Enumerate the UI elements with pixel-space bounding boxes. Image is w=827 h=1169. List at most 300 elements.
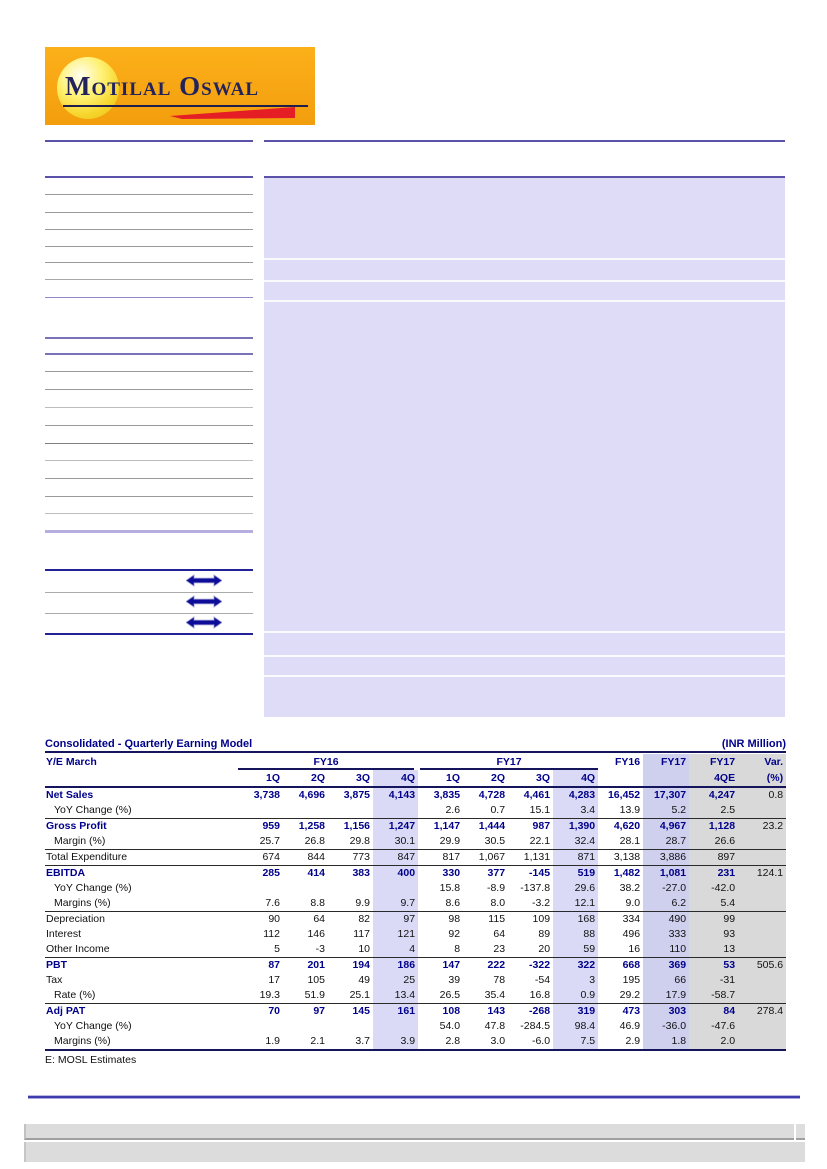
cell: 186	[373, 958, 418, 974]
cell: 847	[373, 850, 418, 866]
earnings-table-body	[45, 787, 786, 1050]
cell: 108	[442, 1005, 461, 1017]
cell: 147	[442, 959, 461, 971]
cell: 817	[418, 850, 463, 866]
cell: 117	[353, 928, 370, 940]
cell: 54.0	[439, 1020, 461, 1032]
cell: -268	[529, 1005, 551, 1017]
cell: 7.6	[238, 896, 283, 912]
redacted-rule	[45, 212, 253, 213]
cell: 1,444	[478, 820, 506, 832]
cell: 1,258	[298, 820, 325, 832]
cell: 35.4	[463, 988, 508, 1004]
cell: 90	[268, 913, 280, 925]
annual-header-var: Var.	[738, 754, 786, 770]
cell: 145	[352, 1005, 370, 1017]
table-row	[45, 881, 786, 896]
quarter-header: 2Q	[463, 770, 508, 787]
cell: 13	[689, 942, 738, 958]
cell	[373, 803, 418, 819]
row-label: PBT	[46, 959, 67, 971]
cell: -3	[283, 942, 328, 958]
cell: 773	[328, 850, 373, 866]
cell: 47.8	[484, 1020, 506, 1032]
row-label: Interest	[46, 928, 82, 940]
cell: 4,283	[553, 787, 598, 803]
cell: 1,131	[508, 850, 553, 866]
cell: 5	[238, 942, 283, 958]
cell: 3.9	[373, 1034, 418, 1050]
row-label: YoY Change (%)	[54, 882, 132, 894]
cell: 82	[358, 913, 370, 925]
redacted-rule	[45, 262, 253, 263]
cell: 2.1	[283, 1034, 328, 1050]
cell: 400	[373, 866, 418, 882]
cell: 231	[689, 866, 738, 882]
cell: 1,147	[433, 820, 461, 832]
table-row	[45, 819, 786, 835]
cell: 0.7	[463, 803, 508, 819]
redacted-rule	[45, 478, 253, 479]
redacted-rule	[45, 443, 253, 444]
cell: 25	[373, 973, 418, 988]
row-label: YoY Change (%)	[54, 1020, 132, 1032]
cell: 109	[532, 913, 551, 925]
group-header-fy16: FY16	[238, 755, 414, 770]
cell: 110	[643, 942, 689, 958]
cell: 97	[313, 1005, 325, 1017]
cell: 143	[487, 1005, 506, 1017]
quarter-header: 1Q	[418, 770, 463, 787]
cell: 22.1	[508, 834, 553, 850]
cell	[738, 850, 786, 866]
cell	[738, 881, 786, 896]
cell: -31	[689, 973, 738, 988]
redacted-rule	[45, 279, 253, 280]
cell: -322	[529, 959, 551, 971]
redacted-rule	[45, 194, 253, 195]
scrollbar-corner[interactable]	[796, 1124, 805, 1140]
cell: -58.7	[689, 988, 738, 1004]
table-row	[45, 1034, 786, 1050]
top-rule-right	[264, 140, 785, 142]
cell: 64	[313, 913, 325, 925]
row-label: Gross Profit	[46, 820, 107, 832]
cell	[328, 881, 373, 896]
cell: 29.2	[598, 988, 643, 1004]
cell: 490	[643, 912, 689, 928]
cell: 1,482	[613, 867, 641, 879]
row-label: YoY Change (%)	[45, 803, 238, 819]
cell: 146	[307, 928, 325, 940]
cell: 49	[358, 974, 370, 986]
cell: 3	[553, 973, 598, 988]
cell: 98	[448, 913, 461, 925]
quarter-header-pct: (%)	[738, 770, 786, 787]
cell: 26.8	[283, 834, 328, 850]
cell: 112	[263, 928, 280, 940]
cell: 115	[488, 913, 506, 925]
cell: 1.8	[643, 1034, 689, 1050]
cell: 377	[487, 867, 506, 879]
cell: 2.0	[689, 1034, 738, 1050]
cell: 959	[262, 820, 280, 832]
cell: 23	[463, 942, 508, 958]
cell: 3,835	[433, 789, 461, 801]
table-row	[45, 787, 786, 803]
cell: -36.0	[643, 1019, 689, 1034]
cell	[738, 942, 786, 958]
cell: 1.9	[238, 1034, 283, 1050]
redacted-rule	[45, 425, 253, 426]
cell: 30.5	[463, 834, 508, 850]
cell: 8	[418, 942, 463, 958]
redacted-rule	[45, 140, 253, 142]
cell: 26.6	[689, 834, 738, 850]
redacted-rule	[45, 297, 253, 298]
row-label: Tax	[46, 974, 63, 986]
group-header-fy17: FY17	[420, 755, 598, 770]
earnings-table	[45, 754, 786, 1051]
cell: -137.8	[520, 882, 551, 894]
cell: 496	[622, 928, 641, 940]
cell: 28.1	[598, 834, 643, 850]
cell: 64	[493, 928, 506, 940]
cell: 897	[689, 850, 738, 866]
cell: 383	[352, 867, 370, 879]
cell: 369	[643, 958, 689, 974]
cell: 87	[268, 959, 280, 971]
quarter-header: 2Q	[283, 770, 328, 787]
redacted-rule	[45, 337, 253, 339]
table-row	[45, 942, 786, 958]
cell	[283, 803, 328, 819]
cell: -47.6	[689, 1019, 738, 1034]
cell: 17.9	[643, 988, 689, 1004]
cell: 17,307	[643, 787, 689, 803]
redacted-chart-area	[264, 176, 785, 717]
cell: 30.1	[373, 834, 418, 850]
cell: 4,620	[613, 820, 641, 832]
table-row	[45, 988, 786, 1004]
cell: 25.7	[238, 834, 283, 850]
redacted-rule	[45, 371, 253, 372]
cell: 12.1	[553, 896, 598, 912]
cell: 674	[238, 850, 283, 866]
cell: 278.4	[738, 1004, 786, 1020]
row-label: EBITDA	[46, 867, 86, 879]
cell: 1,128	[689, 819, 738, 835]
estimates-footnote: E: MOSL Estimates	[45, 1054, 137, 1066]
cell: 505.6	[738, 958, 786, 974]
table-row	[45, 927, 786, 942]
cell: 121	[373, 927, 418, 942]
redacted-rule	[45, 460, 253, 461]
motilal-oswal-logo	[45, 47, 315, 125]
quarter-header: 3Q	[508, 770, 553, 787]
cell: 84	[689, 1004, 738, 1020]
ye-march-label: Y/E March	[46, 756, 97, 768]
redacted-rule	[45, 407, 253, 408]
redacted-rule	[45, 389, 253, 390]
cell: 334	[622, 913, 641, 925]
horizontal-scrollbar[interactable]	[24, 1124, 794, 1140]
cell: 8.0	[463, 896, 508, 912]
quarter-header: 4Q	[553, 770, 598, 787]
cell: 1,081	[643, 866, 689, 882]
cell: 319	[553, 1004, 598, 1020]
cell: 3.0	[463, 1034, 508, 1050]
cell: 17	[268, 974, 280, 986]
table-row	[45, 1004, 786, 1020]
cell: 5.4	[689, 896, 738, 912]
cell: 2.5	[689, 803, 738, 819]
annual-header-fy17e: FY17	[689, 754, 738, 770]
cell: 53	[689, 958, 738, 974]
redacted-rule	[45, 229, 253, 230]
cell: 4,247	[689, 787, 738, 803]
cell	[738, 973, 786, 988]
row-label: Margin (%)	[45, 834, 238, 850]
redacted-rule	[45, 176, 253, 178]
cell: -54	[534, 974, 551, 986]
cell: 871	[553, 850, 598, 866]
cell: 92	[448, 928, 461, 940]
left-right-arrow-icon	[186, 616, 222, 629]
cell: 10	[328, 942, 373, 958]
cell: 195	[622, 974, 641, 986]
cell: 4,728	[478, 789, 506, 801]
table-title: Consolidated - Quarterly Earning Model	[45, 738, 253, 750]
cell: 9.0	[598, 896, 643, 912]
table-row	[45, 866, 786, 882]
cell: 161	[373, 1004, 418, 1020]
cell: 59	[553, 942, 598, 958]
cell: 473	[622, 1005, 641, 1017]
cell: 93	[689, 927, 738, 942]
table-row	[45, 1019, 786, 1034]
cell	[738, 1034, 786, 1050]
annual-header-fy16: FY16	[614, 756, 641, 768]
cell: 97	[373, 912, 418, 928]
cell: 2.9	[598, 1034, 643, 1050]
redacted-rule	[45, 496, 253, 497]
cell: 124.1	[738, 866, 786, 882]
redacted-rule	[45, 613, 253, 614]
cell: 0.8	[738, 787, 786, 803]
logo-brand-text: Motilal Oswal	[65, 71, 260, 101]
cell	[238, 881, 283, 896]
cell: 168	[553, 912, 598, 928]
table-header-quarters	[45, 770, 786, 787]
cell: 322	[553, 958, 598, 974]
table-row	[45, 896, 786, 912]
cell: 0.9	[553, 988, 598, 1004]
cell: 844	[283, 850, 328, 866]
cell: -27.0	[643, 881, 689, 896]
cell: 13.9	[598, 803, 643, 819]
cell: 15.1	[508, 803, 553, 819]
cell: 99	[689, 912, 738, 928]
table-row	[45, 834, 786, 850]
cell: 7.5	[553, 1034, 598, 1050]
cell: 20	[508, 942, 553, 958]
cell: 16.8	[508, 988, 553, 1004]
footer-rule	[28, 1096, 800, 1098]
cell: 29.8	[328, 834, 373, 850]
cell	[238, 803, 283, 819]
quarter-header: 1Q	[238, 770, 283, 787]
redacted-rule	[45, 513, 253, 514]
cell: 23.2	[738, 819, 786, 835]
cell	[738, 988, 786, 1004]
cell: 333	[643, 927, 689, 942]
cell: 19.3	[238, 988, 283, 1004]
cell	[738, 927, 786, 942]
cell: 2.8	[418, 1034, 463, 1050]
quarterly-earning-model-section	[45, 739, 786, 1066]
cell: 2.6	[418, 803, 463, 819]
cell: 38.2	[619, 882, 641, 894]
cell	[283, 881, 328, 896]
cell: 285	[262, 867, 280, 879]
cell: 39	[448, 974, 461, 986]
cell: 194	[352, 959, 370, 971]
cell: -6.0	[508, 1034, 553, 1050]
quarter-header-4qe: 4QE	[689, 770, 738, 787]
quarter-header: 4Q	[373, 770, 418, 787]
cell: 1,247	[373, 819, 418, 835]
table-row	[45, 958, 786, 974]
cell: 70	[268, 1005, 280, 1017]
cell: 668	[622, 959, 641, 971]
cell: 89	[538, 928, 551, 940]
cell: 3.4	[553, 803, 598, 819]
cell: 9.9	[328, 896, 373, 912]
cell: 51.9	[283, 988, 328, 1004]
cell: 9.7	[373, 896, 418, 912]
cell: 3.7	[328, 1034, 373, 1050]
cell: 78	[493, 974, 506, 986]
logo-red-swoosh-icon	[170, 107, 295, 120]
row-label: Margins (%)	[45, 1034, 238, 1050]
cell: 15.8	[439, 882, 461, 894]
cell: 66	[643, 973, 689, 988]
table-row	[45, 803, 786, 819]
cell: -284.5	[520, 1020, 551, 1032]
cell	[283, 1019, 328, 1034]
cell: 13.4	[373, 988, 418, 1004]
cell: 330	[442, 867, 461, 879]
redacted-rule	[45, 353, 253, 355]
cell: 25.1	[328, 988, 373, 1004]
table-header-groups	[45, 754, 786, 770]
left-right-arrow-icon	[186, 574, 222, 587]
cell: 5.2	[643, 803, 689, 819]
unit-label: (INR Million)	[721, 738, 786, 750]
cell: -145	[529, 867, 551, 879]
cell: 6.2	[643, 896, 689, 912]
redacted-rule	[45, 530, 253, 533]
cell	[328, 1019, 373, 1034]
cell: 105	[307, 974, 325, 986]
quarter-header: 3Q	[328, 770, 373, 787]
row-label: Margins (%)	[45, 896, 238, 912]
cell: 519	[553, 866, 598, 882]
row-label: Rate (%)	[45, 988, 238, 1004]
cell: 201	[307, 959, 325, 971]
cell: 4,461	[523, 789, 551, 801]
row-label: Depreciation	[46, 913, 105, 925]
cell: 98.4	[553, 1019, 598, 1034]
cell: 222	[487, 959, 506, 971]
cell	[373, 1019, 418, 1034]
row-label: Other Income	[45, 942, 238, 958]
redacted-rule	[45, 592, 253, 593]
left-right-arrow-icon	[186, 595, 222, 608]
cell: -3.2	[508, 896, 553, 912]
cell: 3,886	[643, 850, 689, 866]
table-row	[45, 850, 786, 866]
table-title-bar	[45, 739, 786, 753]
cell: 29.9	[418, 834, 463, 850]
row-label: Adj PAT	[46, 1005, 86, 1017]
cell: 3,875	[343, 789, 370, 801]
cell: 16,452	[607, 789, 641, 801]
cell: 1,067	[463, 850, 508, 866]
cell	[238, 1019, 283, 1034]
annual-header-fy17: FY17	[643, 754, 689, 770]
cell: 26.5	[418, 988, 463, 1004]
cell: 303	[643, 1004, 689, 1020]
cell: 16	[598, 942, 643, 958]
cell	[738, 896, 786, 912]
cell: 28.7	[643, 834, 689, 850]
cell	[373, 881, 418, 896]
cell: 29.6	[553, 881, 598, 896]
cell: 4,696	[298, 789, 325, 801]
cell	[738, 912, 786, 928]
table-row	[45, 973, 786, 988]
cell: -42.0	[689, 881, 738, 896]
cell: 46.9	[619, 1020, 641, 1032]
cell	[738, 834, 786, 850]
row-label: Total Expenditure	[45, 850, 238, 866]
cell	[738, 803, 786, 819]
cell: 414	[307, 867, 325, 879]
cell: 32.4	[553, 834, 598, 850]
redacted-rule	[45, 569, 253, 571]
cell: -8.9	[486, 882, 506, 894]
cell: 8.8	[283, 896, 328, 912]
redacted-rule	[45, 246, 253, 247]
cell: 4,967	[643, 819, 689, 835]
cell: 88	[553, 927, 598, 942]
cell: 1,156	[343, 820, 370, 832]
row-label: Net Sales	[46, 789, 94, 801]
table-row	[45, 912, 786, 928]
cell: 3,138	[598, 850, 643, 866]
cell: 4	[373, 942, 418, 958]
cell: 1,390	[553, 819, 598, 835]
cell: 987	[532, 820, 551, 832]
cell: 8.6	[418, 896, 463, 912]
cell: 3,738	[253, 789, 280, 801]
cell: 4,143	[373, 787, 418, 803]
cell	[328, 803, 373, 819]
redacted-rule	[45, 633, 253, 635]
status-bar	[24, 1142, 805, 1162]
